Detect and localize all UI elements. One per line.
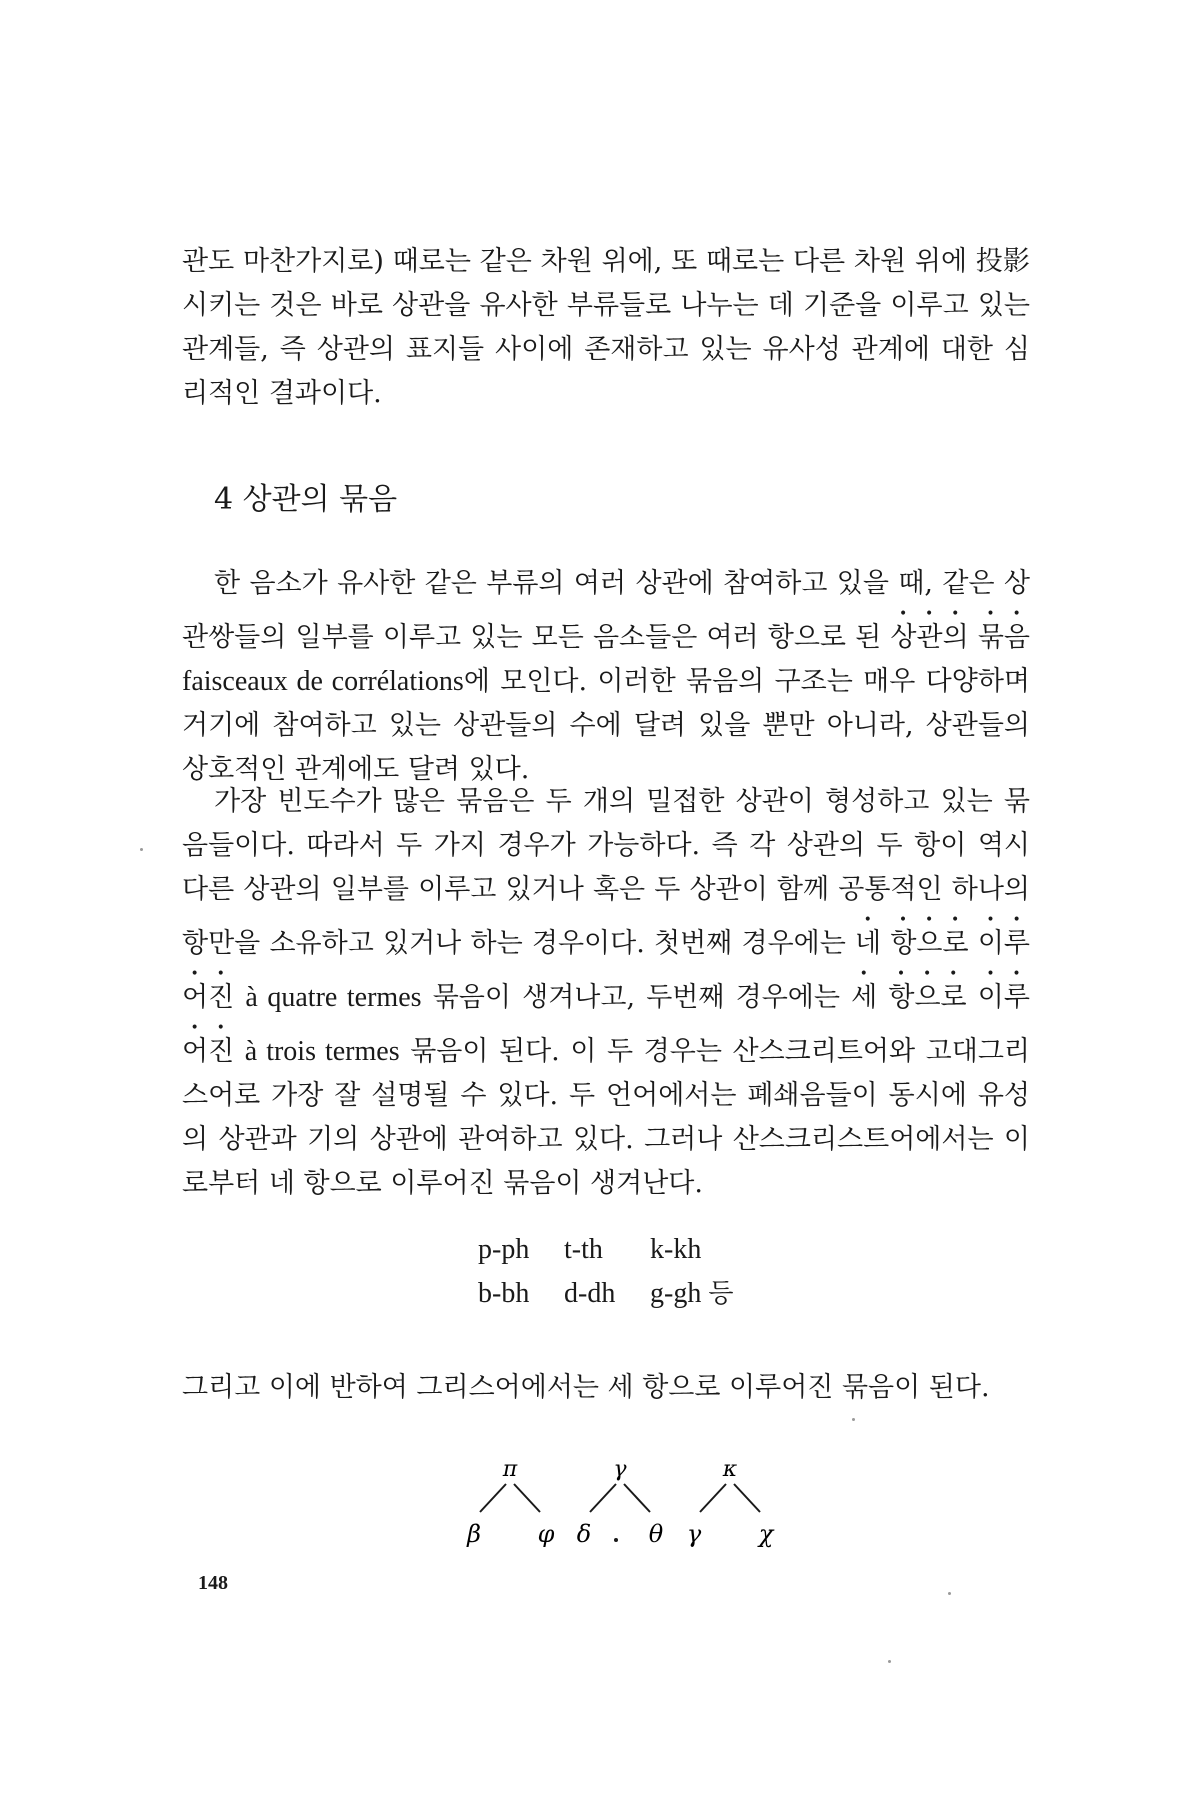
sanskrit-pair: k-kh <box>650 1234 702 1265</box>
tree-branch-right <box>734 1484 760 1512</box>
greek-left-letter: δ <box>576 1520 592 1548</box>
greek-triad-velar <box>687 1457 775 1548</box>
paragraph-2-after: 에 모인다. 이러한 묶음의 구조는 매우 다양하며 거기에 참여하고 있는 상관들의 수에 달려 있을 뿐만 아니라, 상관들의 상호적인 관계에도 달려 있다. <box>182 666 1030 785</box>
sanskrit-pair: t-th <box>564 1234 603 1265</box>
sanskrit-row-1 <box>478 1228 736 1272</box>
greek-top-letter: κ <box>722 1457 738 1482</box>
sanskrit-pair: g-gh <box>650 1278 702 1309</box>
scan-speck <box>852 1418 855 1421</box>
paragraph-3-part-2: 묶음이 생겨나고, 두번째 경우에는 <box>421 982 852 1013</box>
paragraph-2-before: 한 음소가 유사한 같은 부류의 여러 상관에 참여하고 있을 때, 같은 상관쌍들의 일부를 이루고 있는 모든 음소들은 여러 항으로 된 <box>182 568 1030 653</box>
sanskrit-pair: b-bh <box>478 1278 530 1309</box>
scan-speck <box>888 1660 891 1663</box>
greek-right-letter: χ <box>758 1520 774 1548</box>
greek-top-letter: γ <box>613 1457 627 1482</box>
greek-triad-labial <box>466 1457 555 1548</box>
paragraph-1 <box>182 240 1030 416</box>
paragraph-4-text: 그리고 이에 반하여 그리스어에서는 세 항으로 이루어진 묶음이 된다. <box>182 1372 990 1403</box>
speck-dot <box>614 1538 618 1542</box>
sanskrit-last-pair <box>650 1272 736 1316</box>
french-term-faisceaux: faisceaux de corrélations <box>182 666 464 697</box>
tree-branch-left <box>480 1484 506 1512</box>
greek-top-letter: π <box>502 1457 518 1482</box>
greek-bundle-diagram <box>430 1450 790 1560</box>
scan-speck <box>140 848 143 851</box>
paragraph-3 <box>182 780 1030 1206</box>
paragraph-2 <box>182 562 1030 792</box>
greek-right-letter: θ <box>648 1520 664 1548</box>
paragraph-3-part-1: 가장 빈도수가 많은 묶음은 두 개의 밀접한 상관이 형성하고 있는 묶음들이다. 따라서 두 가지 경우가 가능하다. 즉 각 상관의 두 항이 역시 다른 상관의 일부를 이루고 있거나 혹은 두 상관이 함께 공통적인 하나의 항만을 소유하고 있거나 하는 경우이다. 첫번째 경우에는 <box>182 786 1030 959</box>
tree-branch-left <box>700 1484 726 1512</box>
paragraph-1-text: 관도 마찬가지로) 때로는 같은 차원 위에, 또 때로는 다른 차원 위에 投影시키는 것은 바로 상관을 유사한 부류들로 나누는 데 기준을 이루고 있는 관계들, 즉 상관의 표지들 사이에 존재하고 있는 유사성 관계에 대한 심리적인 결과이다. <box>182 246 1030 409</box>
section-heading: 4 상관의 묶음 <box>214 482 398 517</box>
greek-triad-dental <box>577 1457 664 1548</box>
greek-left-letter: γ <box>686 1520 702 1548</box>
french-term-trois: à trois termes <box>244 1036 400 1067</box>
tree-branch-left <box>590 1484 616 1512</box>
term-three-terms: 세 항으로 이루어진 <box>182 982 1030 1067</box>
term-four-terms: 네 항으로 이루어진 <box>182 928 1030 1013</box>
etc-suffix: 등 <box>708 1279 734 1309</box>
greek-right-letter: φ <box>537 1520 555 1548</box>
french-term-quatre: à quatre termes <box>245 982 422 1013</box>
tree-branch-right <box>514 1484 540 1512</box>
scan-speck <box>948 1592 951 1595</box>
term-correlation-bundle: 상관의 묶음 <box>890 622 1030 653</box>
greek-left-letter: β <box>467 1520 481 1548</box>
tree-branch-right <box>624 1484 650 1512</box>
sanskrit-row-2 <box>478 1272 736 1316</box>
sanskrit-pair: d-dh <box>564 1278 616 1309</box>
sanskrit-pair: p-ph <box>478 1234 530 1265</box>
sanskrit-bundle-table <box>478 1228 736 1316</box>
paragraph-4 <box>182 1366 1030 1410</box>
page-number: 148 <box>198 1572 228 1594</box>
paragraph-3-part-3: 묶음이 된다. 이 두 경우는 산스크리트어와 고대그리스어로 가장 잘 설명될 수 있다. 두 언어에서는 폐쇄음들이 동시에 유성의 상관과 기의 상관에 관여하고 있다. 그러나 산스크리스트어에서는 이로부터 네 항으로 이루어진 묶음이 생겨난다. <box>182 1036 1030 1199</box>
